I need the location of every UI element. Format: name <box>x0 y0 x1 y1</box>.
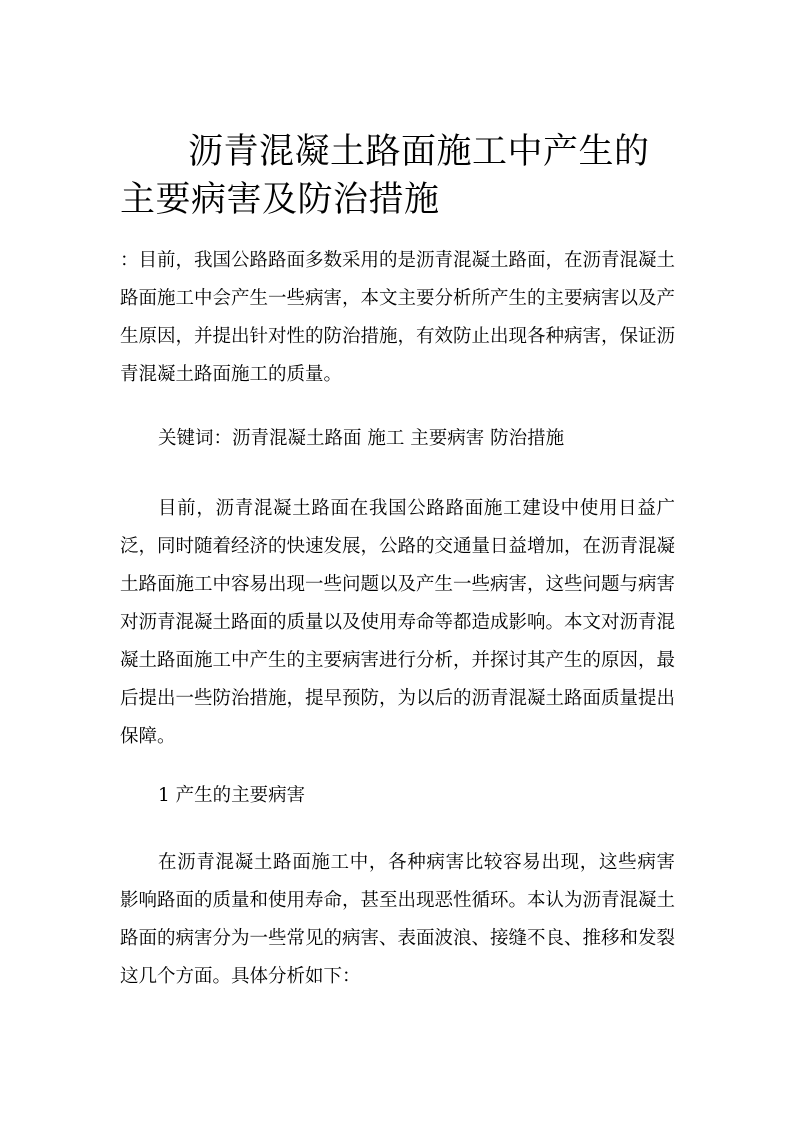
keywords-line: 关键词：沥青混凝土路面 施工 主要病害 防治措施 <box>158 428 565 449</box>
section-heading: 1 产生的主要病害 <box>158 785 306 806</box>
intro-paragraph: 目前，沥青混凝土路面在我国公路路面施工建设中使用日益广泛，同时随着经济的快速发展，公路的交通量日益增加，在沥青混凝土路面施工中容易出现一些问题以及产生一些病害，这些问题与病害对沥青混凝土路面的质量以及使用寿命等都造成影响。本文对沥青混凝土路面施工中产生的主要病害进行分析，并探讨其产生的原因，最后提出一些防治措施，提早预防，为以后的沥青混凝土路面质量提出保障。 <box>120 498 676 747</box>
section-paragraph: 在沥青混凝土路面施工中，各种病害比较容易出现，这些病害影响路面的质量和使用寿命，甚至出现恶性循环。本认为沥青混凝土路面的病害分为一些常见的病害、表面波浪、接缝不良、推移和发裂这几个方面。具体分析如下： <box>120 852 676 987</box>
document-title: 沥青混凝土路面施工中产生的主要病害及防治措施 <box>120 132 650 220</box>
abstract-paragraph: ：目前，我国公路路面多数采用的是沥青混凝土路面，在沥青混凝土路面施工中会产生一些病害，本文主要分析所产生的主要病害以及产生原因，并提出针对性的防治措施，有效防止出现各种病害，保证沥青混凝土路面施工的质量。 <box>120 250 676 385</box>
